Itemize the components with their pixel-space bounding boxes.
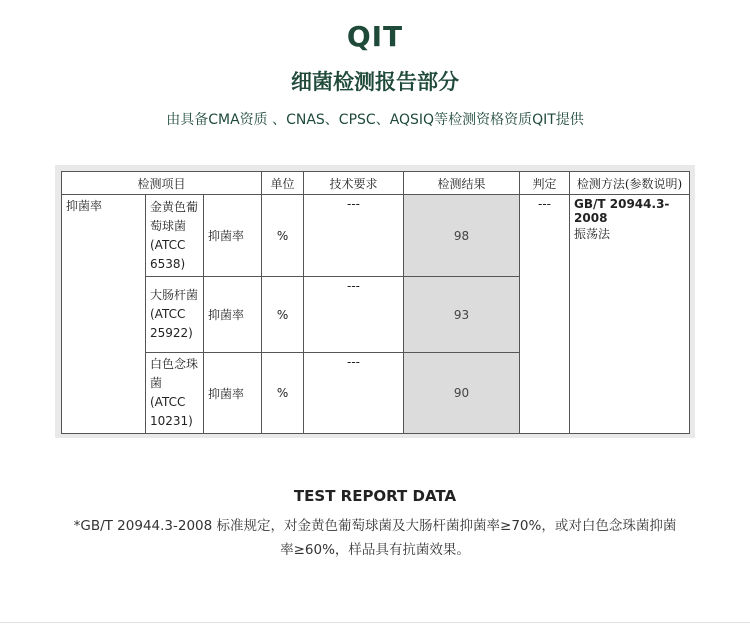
bacteria-cell [146, 195, 204, 277]
header-unit: 单位 [262, 172, 304, 195]
bacteria-code: (ATCC 6538) [150, 237, 186, 271]
qit-logo: QIT [346, 20, 404, 53]
unit-cell: % [262, 277, 304, 353]
unit-cell: % [262, 353, 304, 434]
page-title: 细菌检测报告部分 [291, 70, 459, 94]
header-result: 检测结果 [404, 172, 520, 195]
category-cell: 抑菌率 [62, 195, 146, 434]
method-cell [570, 195, 690, 434]
result-cell: 93 [404, 277, 520, 353]
header-item: 检测项目 [62, 172, 262, 195]
metric-cell: 抑菌率 [204, 353, 262, 434]
bacteria-code: (ATCC 25922) [150, 307, 193, 340]
header-judgement: 判定 [520, 172, 570, 195]
metric-cell: 抑菌率 [204, 195, 262, 277]
table-header-row [62, 172, 690, 195]
method-standard: GB/T 20944.3-2008 [574, 197, 670, 225]
bacteria-cell [146, 277, 204, 353]
bacteria-cell [146, 353, 204, 434]
header-requirement: 技术要求 [304, 172, 404, 195]
requirement-cell: --- [304, 195, 404, 277]
bacteria-name: 金黄色葡萄球菌 [150, 199, 199, 233]
bacteria-code: (ATCC 10231) [150, 395, 193, 428]
table-row [62, 195, 690, 277]
requirement-cell: --- [304, 353, 404, 434]
metric-cell: 抑菌率 [204, 277, 262, 353]
page-subtitle: 由具备CMA资质 、CNAS、CPSC、AQSIQ等检测资格资质QIT提供 [166, 112, 584, 128]
bacteria-name: 大肠杆菌 [150, 288, 199, 302]
report-table [61, 171, 690, 434]
report-table-frame [55, 165, 695, 438]
unit-cell: % [262, 195, 304, 277]
report-heading: TEST REPORT DATA [293, 487, 457, 505]
method-note: 振荡法 [574, 227, 611, 241]
result-cell: 90 [404, 353, 520, 434]
judgement-cell: --- [520, 195, 570, 434]
bottom-divider [0, 622, 750, 623]
header-method: 检测方法(参数说明) [570, 172, 690, 195]
standard-note: *GB/T 20944.3-2008 标准规定，对金黄色葡萄球菌及大肠杆菌抑菌率≥70%，或对白色念珠菌抑菌率≥60%，样品具有抗菌效果。 [73, 518, 677, 558]
result-cell: 98 [404, 195, 520, 277]
bacteria-name: 白色念珠菌 [150, 357, 199, 390]
requirement-cell: --- [304, 277, 404, 353]
